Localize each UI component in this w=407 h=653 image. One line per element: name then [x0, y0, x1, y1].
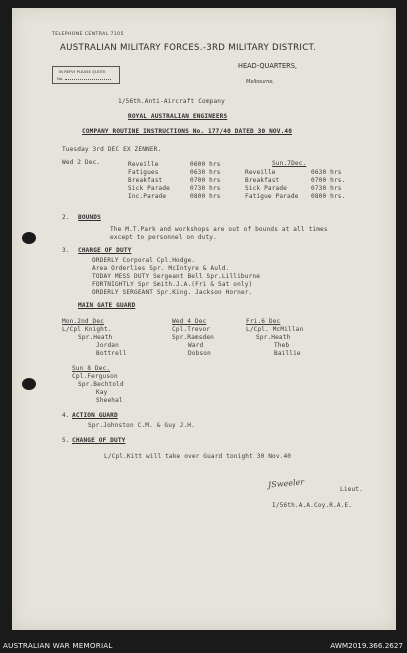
archive-footer	[0, 638, 407, 653]
duty-line: Area Orderlies Spr. McIntyre & Auld.	[92, 265, 230, 272]
punch-hole	[22, 232, 36, 244]
time-value: 0800 hrs.	[311, 193, 346, 200]
change-of-duty-text: L/Cpl.Kitt will take over Guard tonight 30 Nov.40	[104, 453, 292, 460]
time-activity: Reveille	[128, 161, 159, 168]
guard-entry: Dobson	[188, 350, 211, 357]
signatory-unit: I/56th.A.A.Coy.R.A.E.	[272, 502, 353, 509]
section-number: 4.	[62, 412, 70, 419]
guard-entry: Bottrell	[96, 350, 127, 357]
reply-number-label: No.	[57, 76, 64, 81]
section-number: 2.	[62, 214, 70, 221]
time-activity: Fatigues	[128, 169, 159, 176]
guard-entry: Baillie	[274, 350, 301, 357]
tuesday-heading: Tuesday 3rd DEC EX ZENNER.	[62, 146, 162, 153]
time-activity: Reveille	[245, 169, 276, 176]
action-guard-text: Spr.Johnston C.M. & Guy J.H.	[88, 422, 195, 429]
guard-entry: Spr.Heath	[78, 334, 113, 341]
guard-entry: Fri.6 Dec	[246, 318, 281, 325]
section-heading: CHARGE OF DUTY	[78, 247, 132, 254]
headquarters-label: HEAD-QUARTERS,	[238, 62, 298, 70]
time-value: 0730 hrs	[190, 185, 221, 192]
guard-entry: L/Cpl Knight.	[62, 326, 112, 333]
time-value: 0730 hrs	[311, 185, 342, 192]
section-heading: ACTION GUARD	[72, 412, 118, 419]
guard-entry: Spr.Heath	[256, 334, 291, 341]
punch-hole	[22, 378, 36, 390]
institution-name: AUSTRALIAN WAR MEMORIAL	[3, 641, 113, 650]
guard-heading: MAIN GATE GUARD	[78, 302, 136, 309]
guard-entry: Kay	[96, 389, 108, 396]
wed-label: Wed 2 Dec.	[62, 159, 101, 166]
signatory-rank: Lieut.	[340, 486, 363, 493]
time-value: 0700 hrs.	[311, 177, 346, 184]
sunday-heading: Sun.7Dec.	[272, 160, 307, 167]
unit-name: 1/56th.Anti-Aircraft Company	[118, 98, 225, 105]
time-activity: Breakfast	[245, 177, 280, 184]
time-activity: Fatigue Parade	[245, 193, 299, 200]
guard-entry: Spr.Bechtold	[78, 381, 124, 388]
order-title: COMPANY ROUTINE INSTRUCTIONS No. 177/40 DATED 30 NOV.40	[82, 128, 293, 135]
guard-entry: Cpl.Ferguson	[72, 373, 118, 380]
time-activity: Sick Parade	[245, 185, 288, 192]
reply-number-line	[65, 79, 111, 80]
section-heading: CHANGE OF DUTY	[72, 437, 126, 444]
time-value: 0800 hrs	[190, 193, 221, 200]
guard-entry: Sun 8 Dec.	[72, 365, 111, 372]
accession-number: AWM2019.366.2627	[330, 641, 403, 650]
signature: JSweeler	[267, 477, 305, 490]
time-value: 0700 hrs	[190, 177, 221, 184]
corps-name: ROYAL AUSTRALIAN ENGINEERS	[128, 113, 228, 120]
time-activity: Sick Parade	[128, 185, 171, 192]
time-activity: Inc.Parade	[128, 193, 167, 200]
time-value: 0630 hrs	[190, 169, 221, 176]
guard-entry: Cpl.Trevor	[172, 326, 211, 333]
section-number: 3.	[62, 247, 70, 254]
duty-line: ORDERLY SERGEANT Spr.King. Jackson Horner.	[92, 289, 253, 296]
reply-prompt: IN REPLY PLEASE QUOTE	[59, 69, 106, 74]
telephone-line: TELEPHONE CENTRAL 7105	[52, 32, 124, 37]
guard-entry: Sheehal	[96, 397, 123, 404]
guard-entry: Spr.Ramsden	[172, 334, 215, 341]
letterhead-title: AUSTRALIAN MILITARY FORCES.-3RD MILITARY DISTRICT.	[60, 43, 317, 53]
guard-entry: Theb	[274, 342, 290, 349]
guard-entry: L/Cpl. McMillan	[246, 326, 304, 333]
time-value: 0600 hrs	[190, 161, 221, 168]
bounds-text: except to personnel on duty.	[110, 234, 217, 241]
time-activity: Breakfast	[128, 177, 163, 184]
time-value: 0630 hrs	[311, 169, 342, 176]
guard-entry: Wed 4 Dec	[172, 318, 207, 325]
section-number: 5.	[62, 437, 70, 444]
reply-reference-box	[52, 66, 120, 84]
city-label: Melbourne,	[246, 79, 275, 85]
guard-entry: Ward	[188, 342, 204, 349]
guard-entry: Jordan	[96, 342, 119, 349]
guard-entry: Mon.2nd Dec	[62, 318, 105, 325]
duty-line: TODAY MESS DUTY Sergeant Bell Spr.Lilliburne	[92, 273, 261, 280]
section-heading: BOUNDS	[78, 214, 101, 221]
bounds-text: The M.T.Park and workshops are out of bounds at all times	[110, 226, 328, 233]
duty-line: FORTNIGHTLY Spr Smith.J.A.(Fri & Sat only)	[92, 281, 253, 288]
duty-line: ORDERLY Corporal Cpl.Hodge.	[92, 257, 196, 264]
